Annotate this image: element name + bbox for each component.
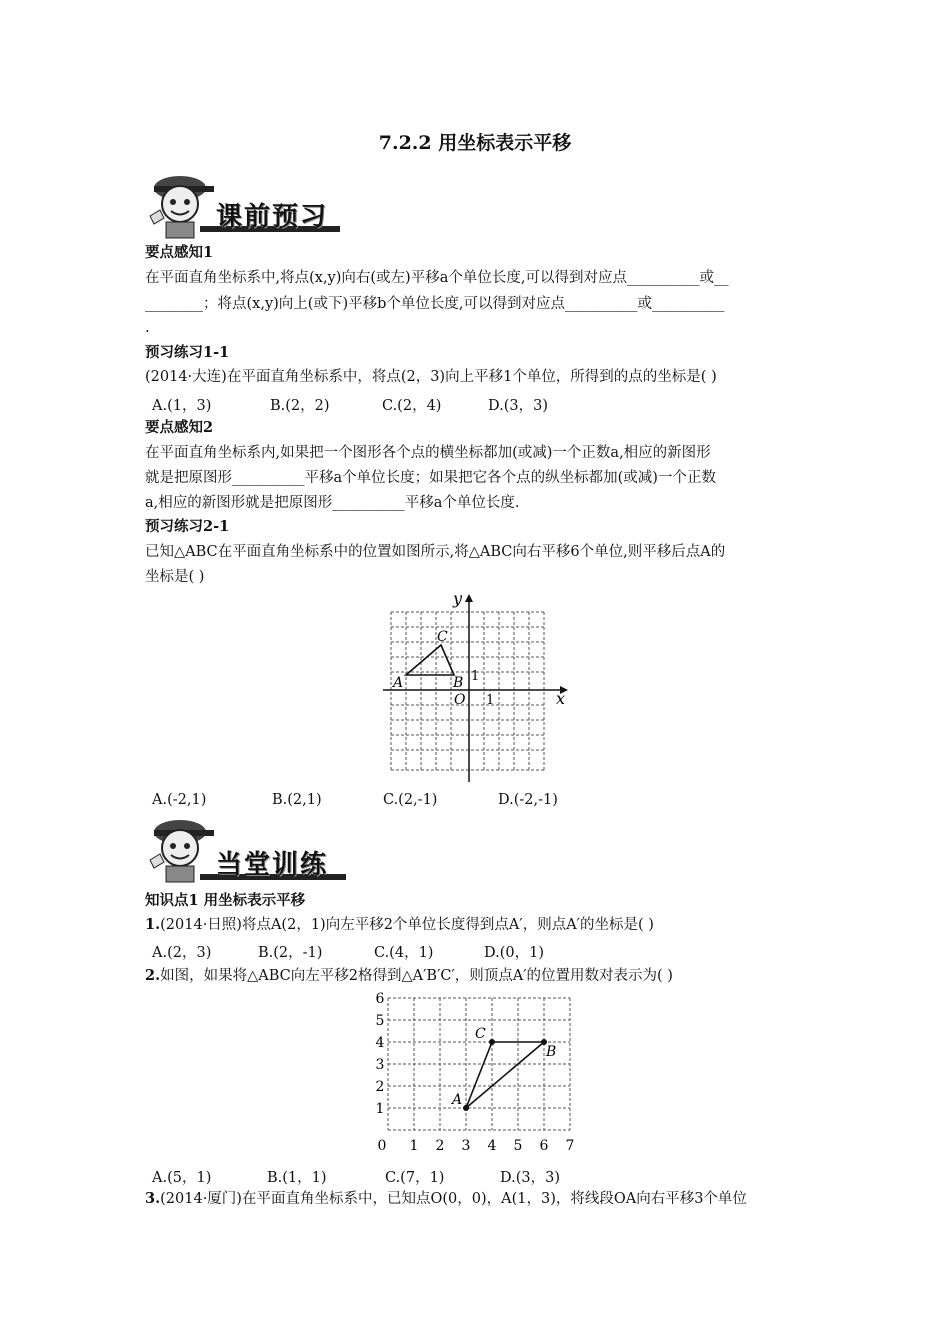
p21-option-b: B.(2,1)	[272, 792, 322, 808]
q1-number: 1.	[145, 916, 161, 933]
p11-heading: 预习练习1-1	[145, 344, 230, 361]
p21-option-c: C.(2,-1)	[383, 792, 438, 808]
fig1-x-label: x	[556, 689, 566, 708]
q1-option-c: C.(4，1)	[374, 945, 434, 961]
preview-banner	[140, 168, 345, 240]
p21-option-a: A.(-2,1)	[152, 792, 207, 808]
fig2-x-tick: 2	[435, 1138, 445, 1154]
fig2-label-b: B	[546, 1044, 557, 1060]
q3-number: 3.	[145, 1190, 161, 1207]
p11-option-b: B.(2，2)	[270, 398, 330, 414]
fig2-y-tick: 3	[375, 1057, 385, 1073]
q2-option-a: A.(5，1)	[152, 1170, 212, 1186]
s2-line-1: 在平面直角坐标系内,如果把一个图形各个点的横坐标都加(或减)一个正数a,相应的新图形	[145, 445, 711, 461]
q2-text: 如图，如果将△ABC向左平移2格得到△A′B′C′，则顶点A′的位置用数对表示为( )	[160, 968, 673, 984]
fig1-x-one: 1	[486, 693, 495, 708]
q2-option-b: B.(1，1)	[267, 1170, 327, 1186]
q3-line	[145, 1189, 747, 1209]
q1-option-b: B.(2，-1)	[258, 945, 323, 961]
p21-option-d: D.(-2,-1)	[498, 792, 558, 808]
fig2-x-tick: 5	[513, 1138, 523, 1154]
fig2-y-tick: 5	[375, 1013, 385, 1029]
q2-option-d: D.(3，3)	[500, 1170, 560, 1186]
fig1-y-label: y	[453, 590, 463, 608]
class-banner	[140, 812, 350, 884]
q2-number: 2.	[145, 967, 161, 984]
q2-line	[145, 966, 673, 986]
k1-heading: 知识点1 用坐标表示平移	[145, 892, 306, 909]
fig2-x-tick: 3	[461, 1138, 471, 1154]
fig1-label-c: C	[437, 629, 448, 645]
class-banner-label: 当堂训练	[216, 850, 329, 880]
fig1-label-b: B	[453, 675, 464, 691]
q1-option-d: D.(0，1)	[484, 945, 544, 961]
fig2-y-tick: 4	[375, 1035, 385, 1051]
p21-line-1: 已知△ABC在平面直角坐标系中的位置如图所示,将△ABC向右平移6个单位,则平移后点A的	[145, 544, 726, 560]
fig2-x-tick: 0	[377, 1138, 387, 1154]
s1-line-2: ________；将点(x,y)向上(或下)平移b个单位长度,可以得到对应点__________或__________	[145, 296, 725, 312]
fig2-x-tick: 4	[487, 1138, 497, 1154]
preview-banner-label: 课前预习	[216, 202, 329, 232]
fig1-label-o: O	[454, 692, 466, 708]
s1-line-1: 在平面直角坐标系中,将点(x,y)向右(或左)平移a个单位长度,可以得到对应点__________或__	[145, 270, 729, 286]
p11-option-d: D.(3，3)	[488, 398, 548, 414]
fig1-label-a: A	[393, 675, 404, 691]
fig2-label-a: A	[452, 1092, 463, 1108]
p21-line-2: 坐标是( )	[145, 569, 205, 585]
p21-heading: 预习练习2-1	[145, 518, 230, 535]
fig2-x-tick: 7	[565, 1138, 575, 1154]
fig1-y-one: 1	[471, 669, 480, 684]
figure-2-grid	[368, 990, 578, 1160]
p11-option-c: C.(2，4)	[382, 398, 442, 414]
s2-line-2: 就是把原图形__________平移a个单位长度；如果把它各个点的纵坐标都加(或减)一个正数	[145, 470, 716, 486]
q2-option-c: C.(7，1)	[385, 1170, 445, 1186]
figure-1-grid	[378, 590, 578, 790]
s1-line-3: .	[145, 320, 150, 336]
s2-heading: 要点感知2	[145, 419, 214, 436]
q3-text: (2014·厦门)在平面直角坐标系中，已知点O(0，0)，A(1，3)，将线段OA向右平移3个单位	[160, 1191, 747, 1207]
p11-option-a: A.(1，3)	[152, 398, 212, 414]
s2-line-3: a,相应的新图形就是把原图形__________平移a个单位长度.	[145, 495, 520, 511]
fig2-y-tick: 2	[375, 1079, 385, 1095]
fig2-label-c: C	[475, 1026, 486, 1042]
fig2-y-tick: 1	[375, 1101, 385, 1117]
fig2-y-tick: 6	[375, 991, 385, 1007]
p11-question: (2014·大连)在平面直角坐标系中，将点(2，3)向上平移1个单位，所得到的点的坐标是( )	[145, 369, 717, 385]
q1-option-a: A.(2，3)	[152, 945, 212, 961]
s1-heading: 要点感知1	[145, 244, 214, 261]
q1-text: (2014·日照)将点A(2，1)向左平移2个单位长度得到点A′，则点A′的坐标是( )	[160, 917, 654, 933]
fig2-x-tick: 6	[539, 1138, 549, 1154]
q1-line	[145, 915, 654, 935]
fig2-x-tick: 1	[409, 1138, 419, 1154]
page-title: 7.2.2 用坐标表示平移	[378, 132, 572, 154]
